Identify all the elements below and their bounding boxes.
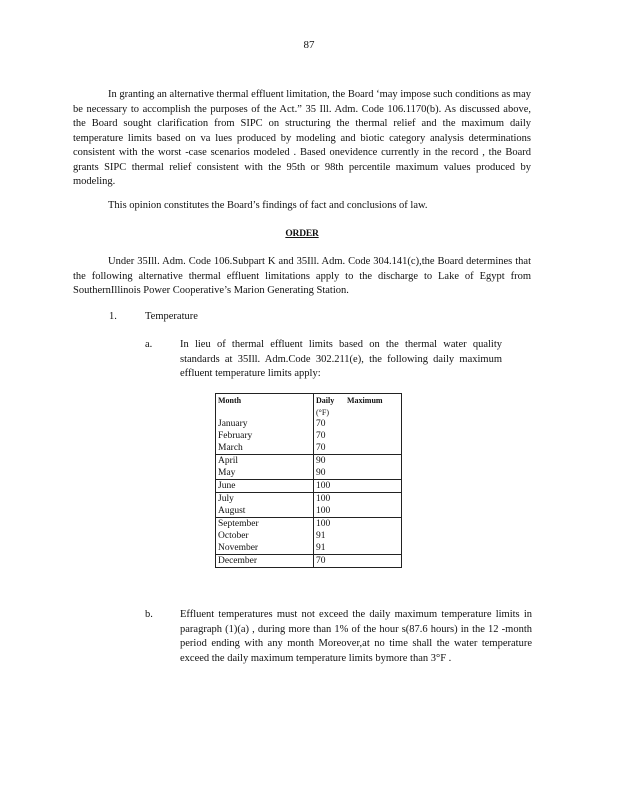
month-cell: May: [216, 467, 314, 480]
header-daily: Daily: [314, 394, 346, 407]
page-number: 87: [303, 39, 315, 51]
item-a-text: In lieu of thermal effluent limits based on the thermal water quality standards at 35Ill. Adm.Code 302.211(e), the following daily maximum effluent temperature limits apply:: [180, 339, 502, 379]
value-cell: 91: [316, 531, 326, 541]
value-cell: 70: [316, 443, 326, 453]
month-cell: September: [216, 518, 314, 531]
paragraph-findings: This opinion constitutes the Board’s findings of fact and conclusions of law.: [108, 200, 428, 211]
value-cell: 100: [316, 506, 331, 516]
month-cell: April: [216, 455, 314, 468]
item-b-text: Effluent temperatures must not exceed the daily maximum temperature limits in paragraph (1)(a) , during more than 1% of the hour s(87.6 hours) in the 12 -month period ending with any month Moreover,at no time shall the water temperature exceed the daily maximum temperature limits bymore than 3°F .: [180, 609, 532, 664]
table-row: [216, 418, 402, 430]
order-heading-wrap: [0, 227, 618, 242]
value-cell: 100: [314, 493, 346, 506]
value-cell: 90: [314, 455, 346, 468]
item-b-mark: b.: [145, 609, 153, 620]
month-cell: January: [216, 418, 314, 430]
value-cell: 100: [314, 518, 346, 531]
month-cell: March: [216, 442, 314, 455]
table-row: [216, 518, 402, 531]
month-cell: June: [216, 480, 314, 493]
order-heading: ORDER: [285, 229, 319, 239]
header-maximum: Maximum: [345, 394, 402, 407]
table-row: [216, 430, 402, 442]
table-row: [216, 455, 402, 468]
month-cell: February: [216, 430, 314, 442]
header-unit: (°F): [316, 408, 329, 417]
value-cell: 70: [316, 419, 326, 429]
value-cell: 100: [314, 480, 346, 493]
value-cell: 91: [316, 543, 326, 553]
item-1-number: 1.: [109, 311, 117, 322]
item-1-label: Temperature: [145, 311, 198, 322]
header-month: Month: [216, 394, 314, 407]
item-a-mark: a.: [145, 339, 153, 350]
table-row: [216, 530, 402, 542]
table-row: [216, 505, 402, 518]
month-cell: October: [216, 530, 314, 542]
value-cell: 90: [316, 468, 326, 478]
paragraph-determination: Under 35Ill. Adm. Code 106.Subpart K and 35Ill. Adm. Code 304.141(c),the Board determines that the following alternative thermal effluent limitations apply to the discharge to Lake of Egypt from SouthernIllinois Power Cooperative’s Marion Generating Station.: [73, 256, 531, 296]
table-header-row: [216, 394, 402, 407]
table-header-unit-row: [216, 406, 402, 418]
table-row: [216, 480, 402, 493]
paragraph-alternative-limitation: In granting an alternative thermal effluent limitation, the Board ‘may impose such conditions as may be necessary to accomplish the purposes of the Act.” 35 Ill. Adm. Code 106.1170(b). As discussed above, the Board sought clarification from SIPC on structuring the thermal relief and the maximum daily temperature limits based on va lues produced by modeling and biotic category analysis determinations consistent with the worst -case scenarios modeled . Based onevidence currently in the record , the Board grants SIPC thermal relief consistent with the 95th or 98th percentile maximum values produced by modeling.: [73, 89, 531, 187]
month-cell: November: [216, 542, 314, 555]
value-cell: 70: [314, 555, 346, 568]
temperature-limits-table: [215, 393, 402, 568]
value-cell: 70: [316, 431, 326, 441]
table-row: [216, 467, 402, 480]
table-row: [216, 442, 402, 455]
table-row: [216, 542, 402, 555]
month-cell: July: [216, 493, 314, 506]
table-row: [216, 493, 402, 506]
table-row: [216, 555, 402, 568]
month-cell: August: [216, 505, 314, 518]
month-cell: December: [216, 555, 314, 568]
